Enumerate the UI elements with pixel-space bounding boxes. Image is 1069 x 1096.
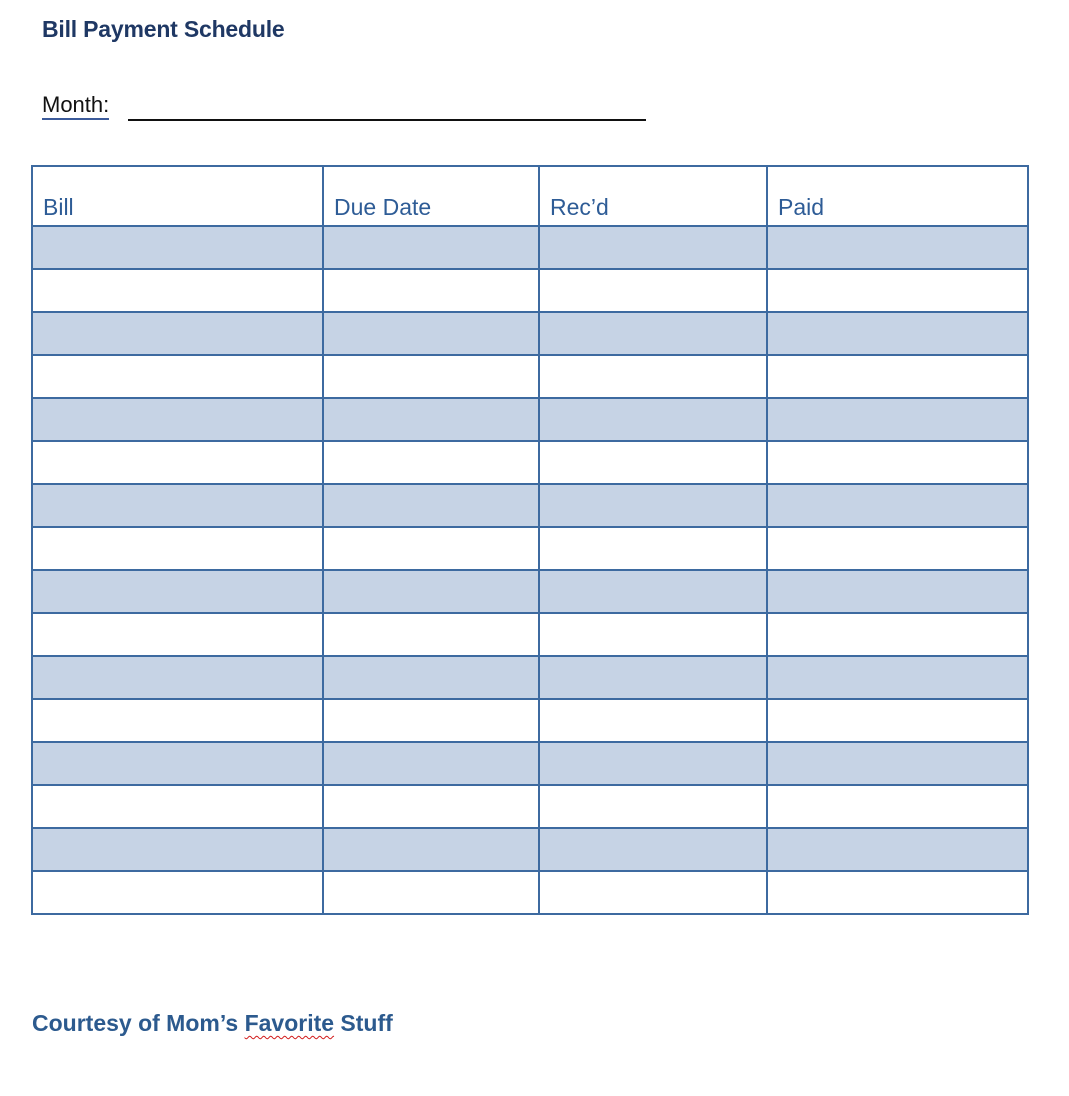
footer-suffix: Stuff bbox=[334, 1010, 393, 1036]
cell-bill[interactable] bbox=[32, 269, 323, 312]
cell-due-date[interactable] bbox=[323, 742, 539, 785]
table-row bbox=[32, 613, 1028, 656]
cell-due-date[interactable] bbox=[323, 398, 539, 441]
table-row bbox=[32, 312, 1028, 355]
table-row bbox=[32, 484, 1028, 527]
cell-paid[interactable] bbox=[767, 570, 1028, 613]
table-row bbox=[32, 656, 1028, 699]
cell-due-date[interactable] bbox=[323, 828, 539, 871]
cell-paid[interactable] bbox=[767, 269, 1028, 312]
cell-paid[interactable] bbox=[767, 484, 1028, 527]
cell-received[interactable] bbox=[539, 355, 767, 398]
cell-paid[interactable] bbox=[767, 871, 1028, 914]
cell-bill[interactable] bbox=[32, 226, 323, 269]
cell-received[interactable] bbox=[539, 269, 767, 312]
header-paid: Paid bbox=[767, 166, 1028, 226]
cell-paid[interactable] bbox=[767, 699, 1028, 742]
cell-due-date[interactable] bbox=[323, 355, 539, 398]
cell-due-date[interactable] bbox=[323, 269, 539, 312]
table-row bbox=[32, 742, 1028, 785]
month-field[interactable] bbox=[42, 92, 646, 122]
cell-paid[interactable] bbox=[767, 742, 1028, 785]
cell-bill[interactable] bbox=[32, 613, 323, 656]
cell-due-date[interactable] bbox=[323, 226, 539, 269]
table-row bbox=[32, 355, 1028, 398]
cell-received[interactable] bbox=[539, 441, 767, 484]
cell-received[interactable] bbox=[539, 613, 767, 656]
table-body bbox=[32, 226, 1028, 914]
table-row bbox=[32, 570, 1028, 613]
table-row bbox=[32, 785, 1028, 828]
cell-bill[interactable] bbox=[32, 570, 323, 613]
table-row bbox=[32, 828, 1028, 871]
cell-received[interactable] bbox=[539, 484, 767, 527]
cell-received[interactable] bbox=[539, 527, 767, 570]
table-row bbox=[32, 269, 1028, 312]
cell-bill[interactable] bbox=[32, 355, 323, 398]
cell-paid[interactable] bbox=[767, 656, 1028, 699]
cell-due-date[interactable] bbox=[323, 656, 539, 699]
header-received: Rec’d bbox=[539, 166, 767, 226]
cell-paid[interactable] bbox=[767, 226, 1028, 269]
cell-due-date[interactable] bbox=[323, 527, 539, 570]
cell-bill[interactable] bbox=[32, 484, 323, 527]
cell-due-date[interactable] bbox=[323, 699, 539, 742]
cell-received[interactable] bbox=[539, 312, 767, 355]
table-row bbox=[32, 871, 1028, 914]
cell-bill[interactable] bbox=[32, 656, 323, 699]
cell-received[interactable] bbox=[539, 828, 767, 871]
cell-received[interactable] bbox=[539, 398, 767, 441]
table-header-row bbox=[32, 166, 1028, 226]
table-row bbox=[32, 398, 1028, 441]
cell-due-date[interactable] bbox=[323, 484, 539, 527]
cell-received[interactable] bbox=[539, 785, 767, 828]
footer-spellcheck-word: Favorite bbox=[244, 1010, 335, 1036]
cell-paid[interactable] bbox=[767, 828, 1028, 871]
cell-received[interactable] bbox=[539, 871, 767, 914]
table-row bbox=[32, 527, 1028, 570]
document-title: Bill Payment Schedule bbox=[42, 16, 285, 42]
cell-received[interactable] bbox=[539, 699, 767, 742]
table-row bbox=[32, 441, 1028, 484]
cell-paid[interactable] bbox=[767, 527, 1028, 570]
table-row bbox=[32, 699, 1028, 742]
cell-received[interactable] bbox=[539, 570, 767, 613]
cell-bill[interactable] bbox=[32, 398, 323, 441]
cell-due-date[interactable] bbox=[323, 441, 539, 484]
cell-bill[interactable] bbox=[32, 828, 323, 871]
cell-bill[interactable] bbox=[32, 871, 323, 914]
cell-bill[interactable] bbox=[32, 742, 323, 785]
table-row bbox=[32, 226, 1028, 269]
cell-paid[interactable] bbox=[767, 785, 1028, 828]
cell-bill[interactable] bbox=[32, 312, 323, 355]
cell-paid[interactable] bbox=[767, 355, 1028, 398]
header-bill: Bill bbox=[32, 166, 323, 226]
month-label: Month: bbox=[42, 92, 109, 120]
cell-received[interactable] bbox=[539, 226, 767, 269]
footer-prefix: Courtesy of Mom’s bbox=[32, 1010, 245, 1036]
cell-due-date[interactable] bbox=[323, 871, 539, 914]
cell-paid[interactable] bbox=[767, 312, 1028, 355]
cell-paid[interactable] bbox=[767, 613, 1028, 656]
cell-bill[interactable] bbox=[32, 441, 323, 484]
cell-bill[interactable] bbox=[32, 699, 323, 742]
cell-bill[interactable] bbox=[32, 527, 323, 570]
cell-due-date[interactable] bbox=[323, 613, 539, 656]
cell-received[interactable] bbox=[539, 656, 767, 699]
month-blank-line bbox=[128, 119, 646, 121]
cell-due-date[interactable] bbox=[323, 312, 539, 355]
cell-paid[interactable] bbox=[767, 398, 1028, 441]
courtesy-footer bbox=[32, 1010, 393, 1037]
cell-due-date[interactable] bbox=[323, 785, 539, 828]
bill-payment-table bbox=[31, 165, 1029, 915]
cell-due-date[interactable] bbox=[323, 570, 539, 613]
cell-received[interactable] bbox=[539, 742, 767, 785]
cell-bill[interactable] bbox=[32, 785, 323, 828]
cell-paid[interactable] bbox=[767, 441, 1028, 484]
header-due-date: Due Date bbox=[323, 166, 539, 226]
